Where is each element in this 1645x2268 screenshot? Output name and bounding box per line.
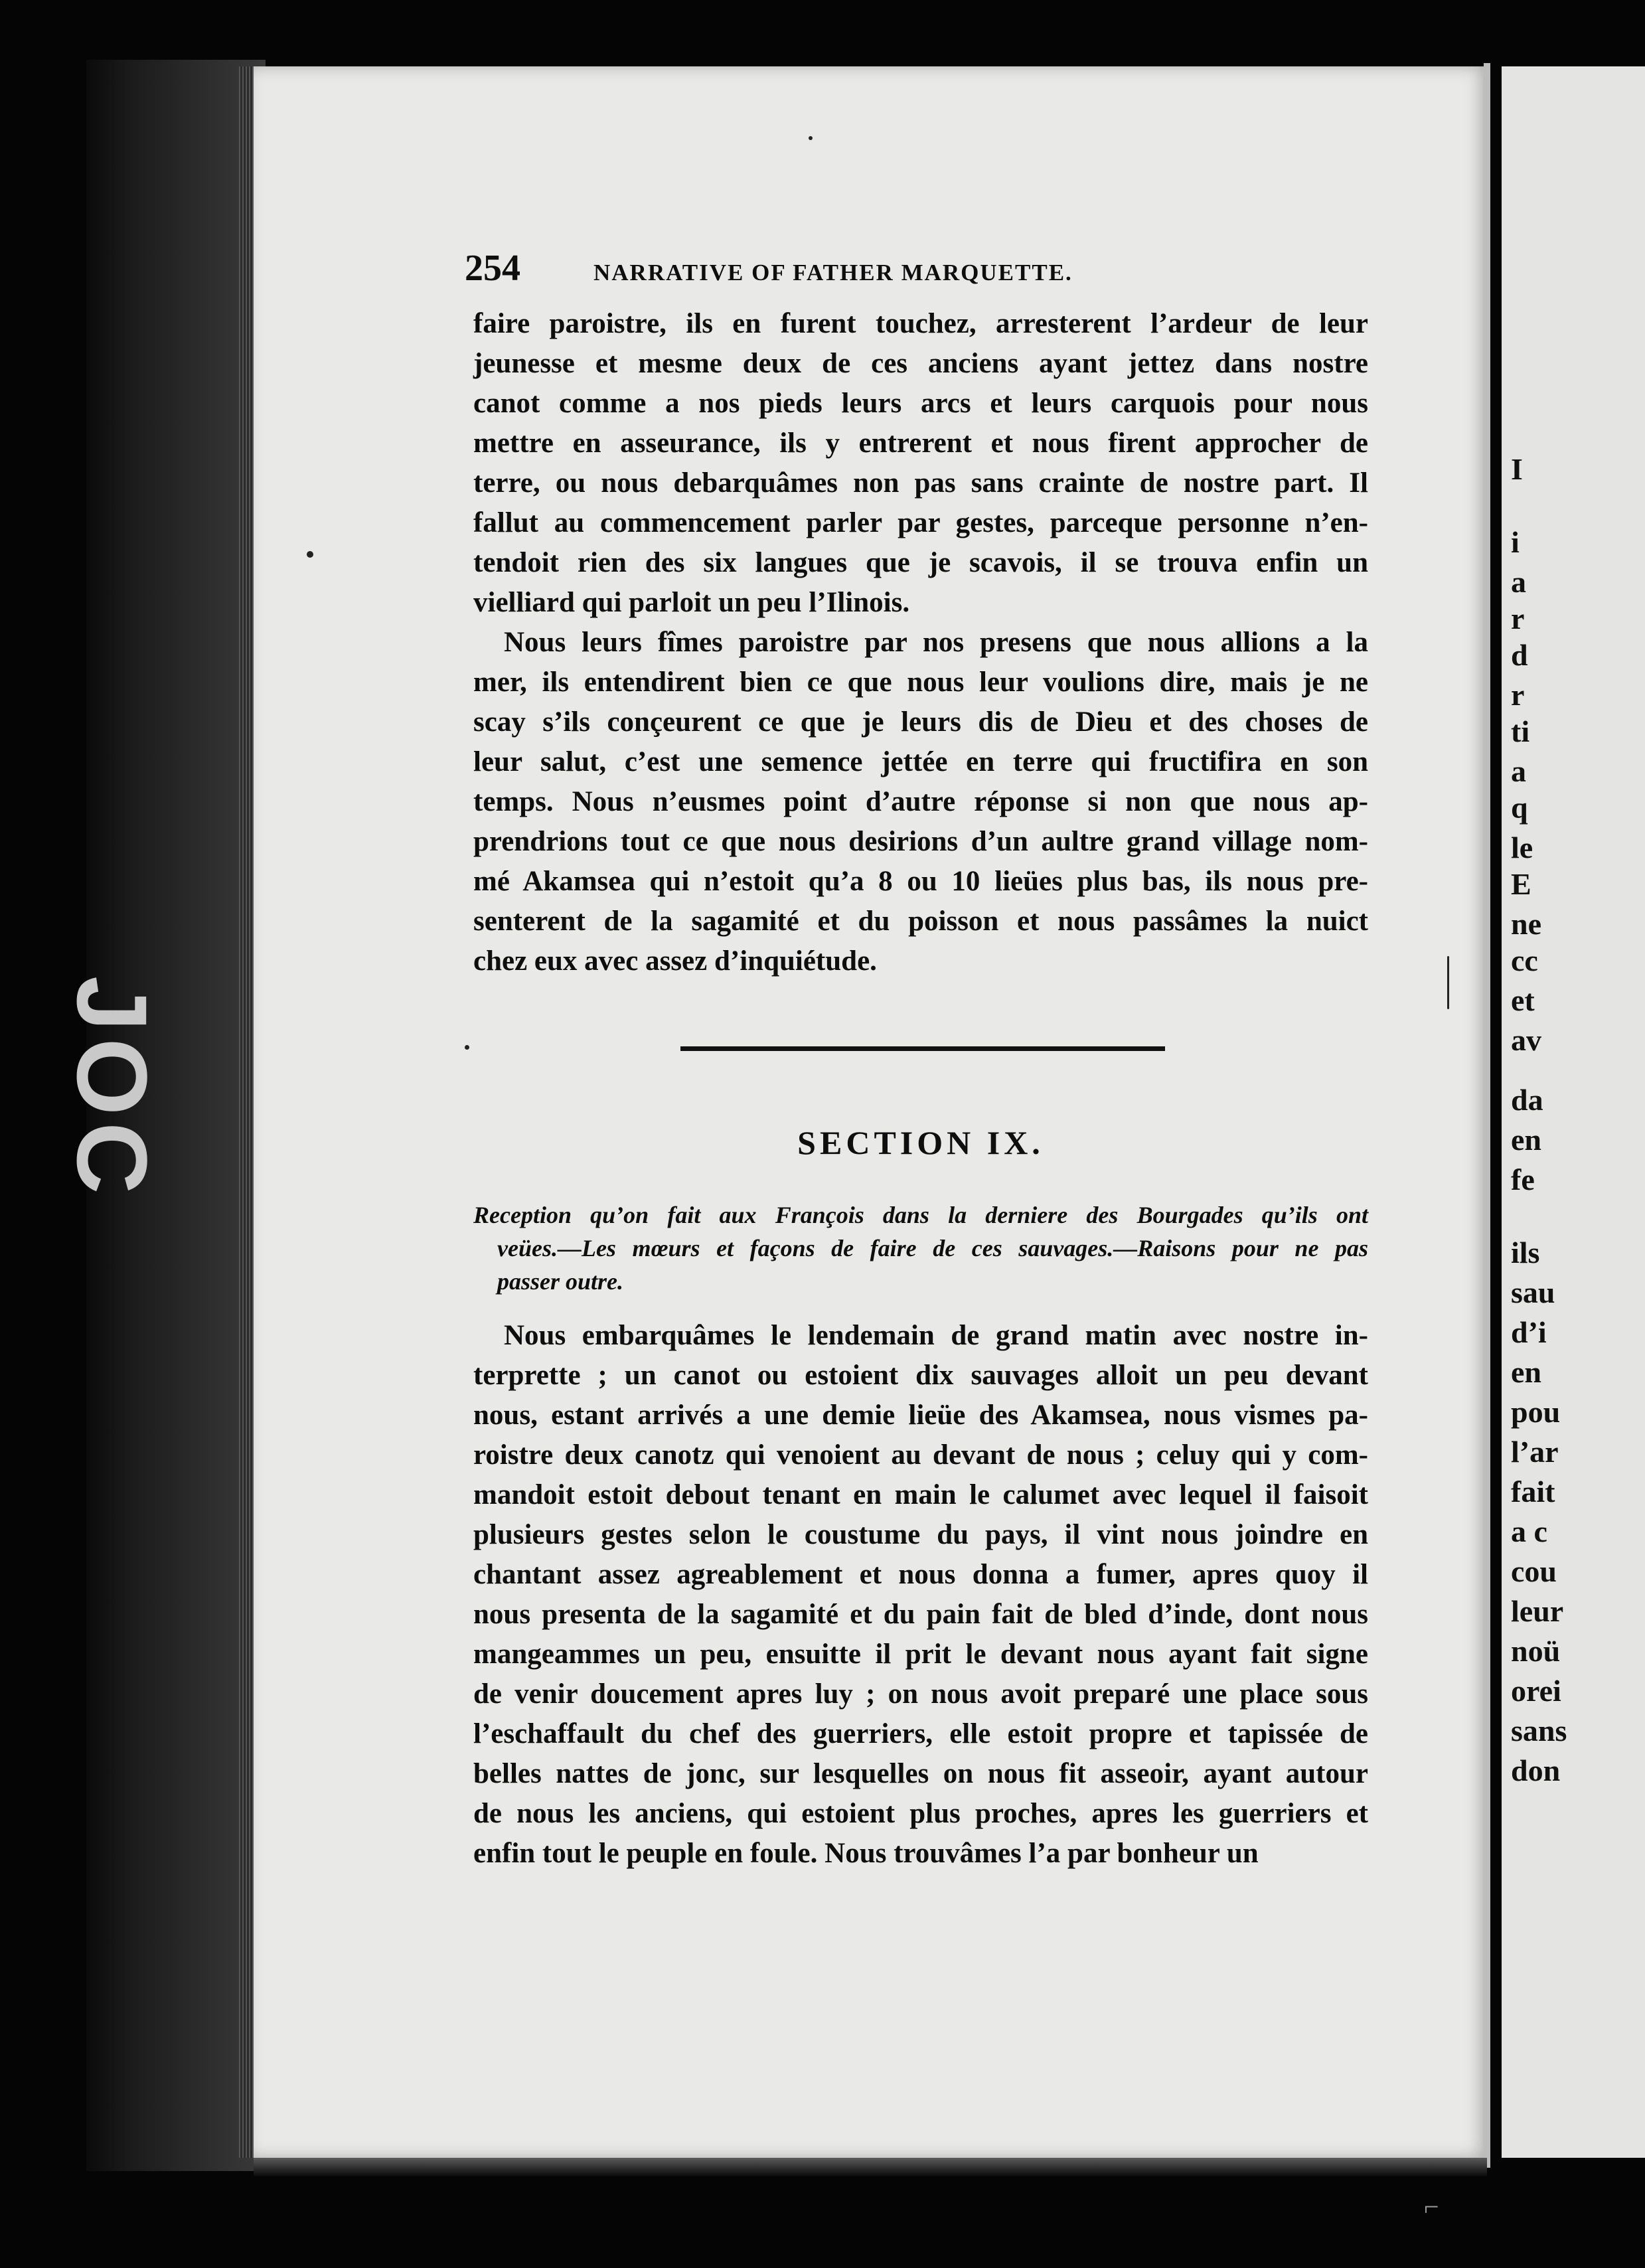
text-line: faire paroistre, ils en furent touchez, arresterent l’ardeur de leur	[473, 308, 1368, 339]
scan-mark: ⌐	[1424, 2192, 1439, 2222]
facing-page-word: i	[1511, 525, 1520, 559]
text-line: Nous leurs fîmes paroistre par nos presens que nous allions a la	[504, 627, 1368, 658]
facing-page-word: leur	[1511, 1594, 1564, 1628]
text-line: plusieurs gestes selon le coustume du pays, il vint nous joindre en	[473, 1519, 1368, 1550]
paragraph-3	[473, 1316, 1368, 1874]
text-line: vielliard qui parloit un peu l’Ilinois.	[473, 587, 910, 618]
text-line: mandoit estoit debout tenant en main le calumet avec lequel il faisoit	[473, 1479, 1368, 1510]
facing-page-word: don	[1511, 1753, 1561, 1787]
text-line: mer, ils entendirent bien ce que nous leur voulions dire, mais je ne	[473, 667, 1368, 698]
facing-page-word: et	[1511, 983, 1535, 1017]
text-line: mettre en asseurance, ils y entrerent et nous firent approcher de	[473, 428, 1368, 459]
text-line: temps. Nous n’eusmes point d’autre réponse si non que nous ap-	[473, 786, 1368, 817]
facing-page-word: en	[1511, 1355, 1541, 1389]
summary-line: passer outre.	[497, 1268, 624, 1295]
paragraph-1	[473, 304, 1368, 623]
text-line: roistre deux canotz qui venoient au devant de nous ; celuy qui y com-	[473, 1439, 1368, 1471]
spine-mark: JOC	[56, 976, 168, 1201]
ink-speck	[465, 1045, 469, 1050]
page-stack-edge	[239, 66, 254, 2158]
facing-page-word: r	[1511, 678, 1525, 712]
facing-page-word: ils	[1511, 1236, 1540, 1269]
facing-page-word: r	[1511, 602, 1525, 635]
text-line: canot comme a nos pieds leurs arcs et leurs carquois pour nous	[473, 388, 1368, 419]
text-line: tendoit rien des six langues que je scavois, il se trouva enfin un	[473, 547, 1368, 578]
page-bottom-shadow	[254, 2158, 1487, 2176]
facing-page-word: sans	[1511, 1714, 1567, 1747]
section-summary	[473, 1198, 1368, 1298]
text-line: nous presenta de la sagamité et du pain fait de bled d’inde, dont nous	[473, 1599, 1368, 1630]
text-line: chantant assez agreablement et nous donna a fumer, apres quoy il	[473, 1559, 1368, 1590]
facing-page-fragment	[1502, 66, 1645, 2158]
facing-page-word: d’i	[1511, 1315, 1547, 1349]
facing-page-word: ne	[1511, 907, 1541, 941]
facing-page-word: a c	[1511, 1514, 1547, 1548]
summary-line: veües.—Les mœurs et façons de faire de ces sauvages.—Raisons pour ne pas	[497, 1235, 1368, 1261]
text-line: belles nattes de jonc, sur lesquelles on nous fit asseoir, ayant autour	[473, 1758, 1368, 1789]
text-line: de nous les anciens, qui estoient plus proches, apres les guerriers et	[473, 1798, 1368, 1829]
facing-page-word: da	[1511, 1083, 1543, 1117]
section-divider	[680, 1046, 1165, 1051]
text-line: jeunesse et mesme deux de ces anciens ayant jettez dans nostre	[473, 348, 1368, 379]
facing-page-word: orei	[1511, 1674, 1561, 1708]
facing-page-word: le	[1511, 831, 1533, 864]
text-line: terprette ; un canot ou estoient dix sauvages alloit un peu devant	[473, 1360, 1368, 1391]
facing-page-word: noü	[1511, 1634, 1561, 1668]
text-line: fallut au commencement parler par gestes, parceque personne n’en-	[473, 507, 1368, 538]
facing-page-word: fe	[1511, 1163, 1535, 1196]
ink-speck	[809, 136, 813, 140]
facing-page-word: ti	[1511, 714, 1530, 748]
page-edge	[1484, 63, 1490, 2168]
text-line: senterent de la sagamité et du poisson et nous passâmes la nuict	[473, 906, 1368, 937]
text-line: l’eschaffault du chef des guerriers, elle estoit propre et tapissée de	[473, 1718, 1368, 1749]
facing-page-word: a	[1511, 754, 1526, 788]
paragraph-2	[473, 623, 1368, 981]
facing-page-word: fait	[1511, 1475, 1555, 1508]
text-line: mé Akamsea qui n’estoit qu’a 8 ou 10 lieües plus bas, ils nous pre-	[473, 866, 1368, 897]
running-head: NARRATIVE OF FATHER MARQUETTE.	[593, 260, 1073, 285]
page-header	[465, 247, 1368, 289]
ink-speck	[1447, 956, 1449, 1009]
facing-page-word: av	[1511, 1023, 1541, 1057]
facing-page-word: pou	[1511, 1395, 1561, 1429]
text-line: chez eux avec assez d’inquiétude.	[473, 945, 877, 977]
facing-page-word: l’ar	[1511, 1435, 1559, 1469]
text-line: de venir doucement apres luy ; on nous avoit preparé une place sous	[473, 1678, 1368, 1710]
facing-page-word: cc	[1511, 943, 1538, 977]
text-line: mangeammes un peu, ensuitte il prit le devant nous ayant fait signe	[473, 1639, 1368, 1670]
facing-page-word: q	[1511, 791, 1528, 825]
facing-page-word: a	[1511, 565, 1526, 599]
page-number: 254	[465, 248, 520, 289]
facing-page-word: cou	[1511, 1554, 1557, 1588]
text-line: terre, ou nous debarquâmes non pas sans crainte de nostre part. Il	[473, 467, 1368, 499]
section-title: SECTION IX.	[797, 1124, 1044, 1161]
text-line: prendrions tout ce que nous desirions d’un aultre grand village nom-	[473, 826, 1368, 857]
facing-page-word: E	[1511, 867, 1531, 901]
text-line: nous, estant arrivés a une demie lieüe des Akamsea, nous vismes pa-	[473, 1400, 1368, 1431]
text-line: Nous embarquâmes le lendemain de grand matin avec nostre in-	[504, 1320, 1368, 1351]
ink-speck	[307, 551, 313, 558]
facing-page-word: en	[1511, 1123, 1541, 1157]
text-line: leur salut, c’est une semence jettée en terre qui fructifira en son	[473, 746, 1368, 777]
facing-page-word: sau	[1511, 1275, 1555, 1309]
text-line: scay s’ils conçeurent ce que je leurs dis de Dieu et des choses de	[473, 706, 1368, 738]
facing-page-word: I	[1511, 452, 1523, 486]
text-line: enfin tout le peuple en foule. Nous trouvâmes l’a par bonheur un	[473, 1838, 1259, 1869]
facing-page-word: d	[1511, 638, 1528, 672]
summary-line: Reception qu’on fait aux François dans la derniere des Bourgades qu’ils ont	[473, 1202, 1368, 1228]
